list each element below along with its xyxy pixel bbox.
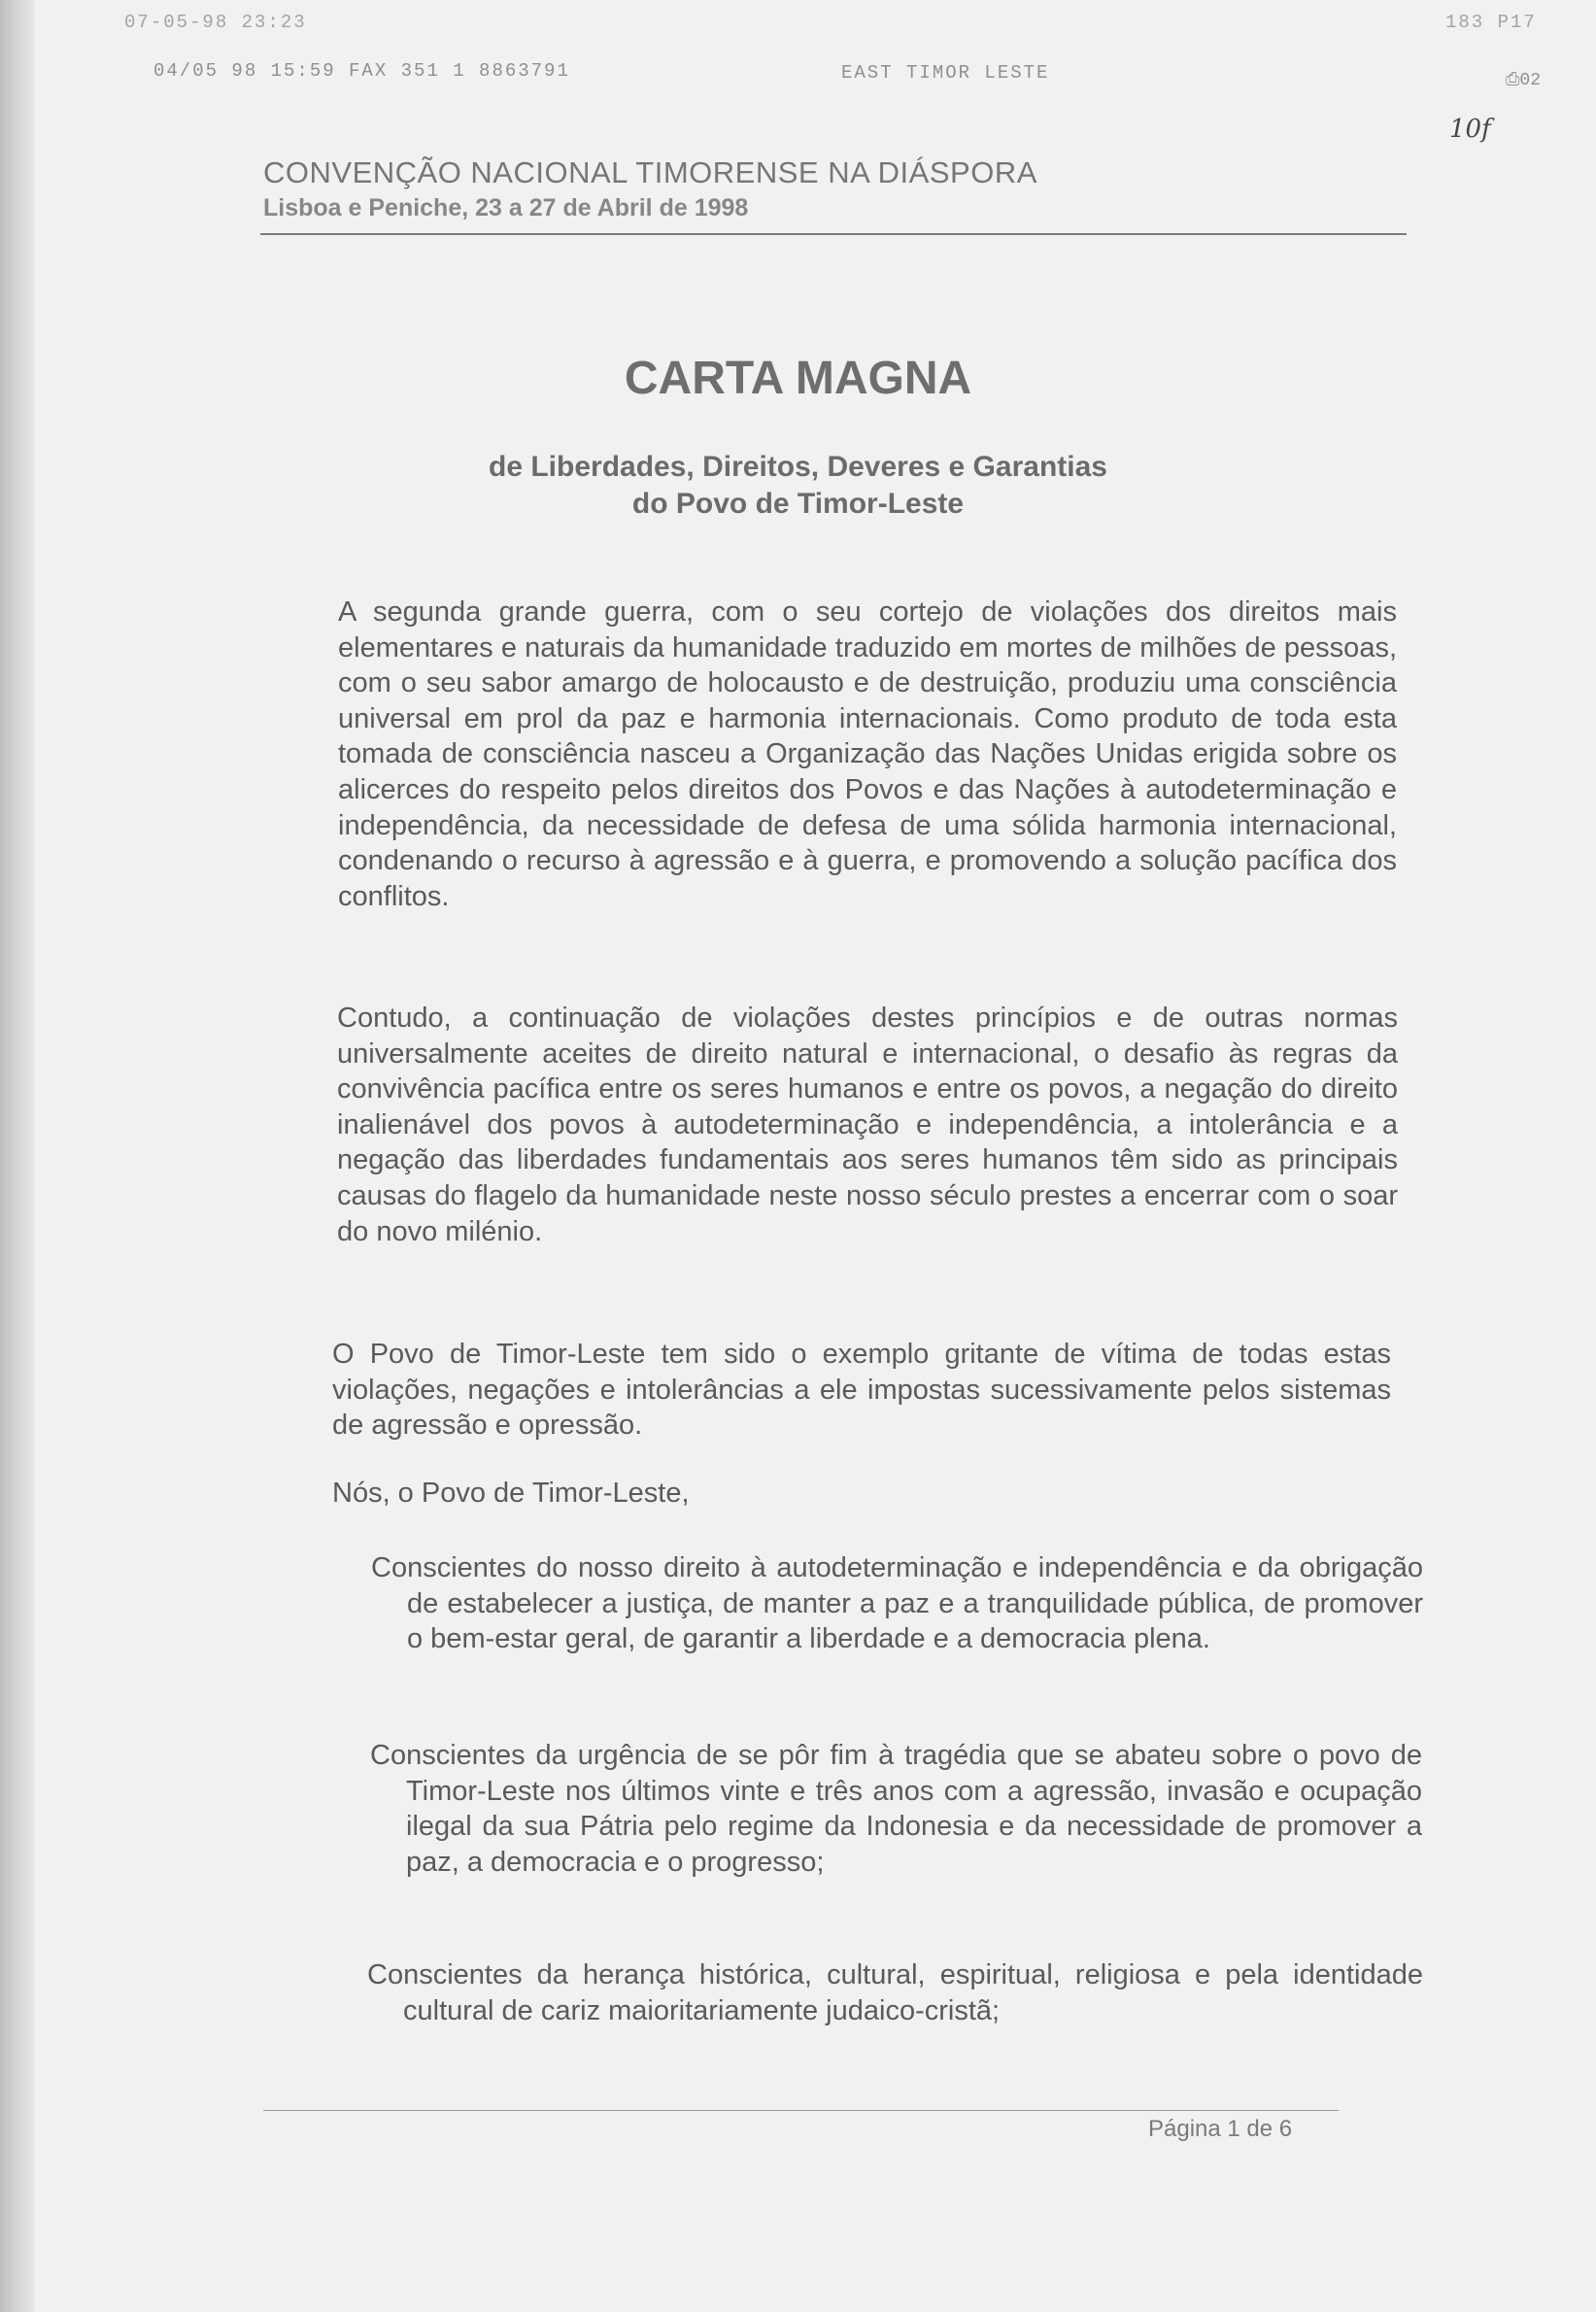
handwritten-annotation: 10f xyxy=(1449,115,1491,144)
letterhead-place-date: Lisboa e Peniche, 23 a 27 de Abril de 1998 xyxy=(263,194,749,221)
subtitle-line-2: do Povo de Timor-Leste xyxy=(631,488,965,520)
fax-page-reference: 183 P17 xyxy=(1445,12,1537,33)
document-title: CARTA MAGNA xyxy=(624,353,972,404)
clause-1: Conscientes do nosso direito à autodeterminação e independência e da obrigação de estabelecer a justiça, de manter a paz e a tranquilidade pública, de promover o bem-estar geral, de garantir a liberdade e a democracia plena. xyxy=(371,1552,1423,1655)
fax-sender: EAST TIMOR LESTE xyxy=(841,62,1050,84)
letterhead-organization: CONVENÇÃO NACIONAL TIMORENSE NA DIÁSPORA xyxy=(263,155,1037,189)
fax-transmission-line: 04/05 98 15:59 FAX 351 1 8863791 xyxy=(153,60,570,82)
header-divider xyxy=(260,233,1407,235)
fax-page-icon: ⎙ xyxy=(1506,71,1520,90)
fax-page-number xyxy=(1506,70,1541,90)
subtitle-line-1: de Liberdades, Direitos, Deveres e Garantias xyxy=(489,451,1107,483)
fax-page-number-value: 02 xyxy=(1519,71,1542,90)
footer-page-number: Página 1 de 6 xyxy=(1148,2116,1293,2142)
paragraph-2: Contudo, a continuação de violações destes princípios e de outras normas universalmente aceites de direito natural e internacional, o desafio às regras da convivência pacífica entre os seres humanos e entre os povos, a negação do direito inalienável dos povos à autodeterminação e independência, a intolerância e a negação das liberdades fundamentais aos seres humanos têm sido as principais causas do flagelo da humanidade neste nosso século prestes a encerrar com o soar do novo milénio. xyxy=(337,1003,1398,1247)
fax-timestamp: 07-05-98 23:23 xyxy=(124,12,307,33)
document-subtitle xyxy=(0,449,1596,523)
scan-edge-shadow xyxy=(0,0,35,2312)
paragraph-4: Nós, o Povo de Timor-Leste, xyxy=(332,1478,690,1509)
clause-3: Conscientes da herança histórica, cultural, espiritual, religiosa e pela identidade cultural de cariz maioritariamente judaico-cristã; xyxy=(367,1959,1423,2026)
paragraph-1: A segunda grande guerra, com o seu cortejo de violações dos direitos mais elementares e naturais da humanidade traduzido em mortes de milhões de pessoas, com o seu sabor amargo de holocausto e de destruição, produziu uma consciência universal em prol da paz e harmonia internacionais. Como produto de toda esta tomada de consciência nasceu a Organização das Nações Unidas erigida sobre os alicerces do respeito pelos direitos dos Povos e das Nações à autodeterminação e independência, da necessidade de defesa de uma sólida harmonia internacional, condenando o recurso à agressão e à guerra, e promovendo a solução pacífica dos conflitos. xyxy=(338,596,1397,912)
footer-divider xyxy=(263,2110,1339,2111)
paragraph-3: O Povo de Timor-Leste tem sido o exemplo gritante de vítima de todas estas violações, negações e intolerâncias a ele impostas sucessivamente pelos sistemas de agressão e opressão. xyxy=(332,1339,1391,1442)
clause-2: Conscientes da urgência de se pôr fim à tragédia que se abateu sobre o povo de Timor-Leste nos últimos vinte e três anos com a agressão, invasão e ocupação ilegal da sua Pátria pelo regime da Indonesia e da necessidade de promover a paz, a democracia e o progresso; xyxy=(370,1740,1422,1878)
